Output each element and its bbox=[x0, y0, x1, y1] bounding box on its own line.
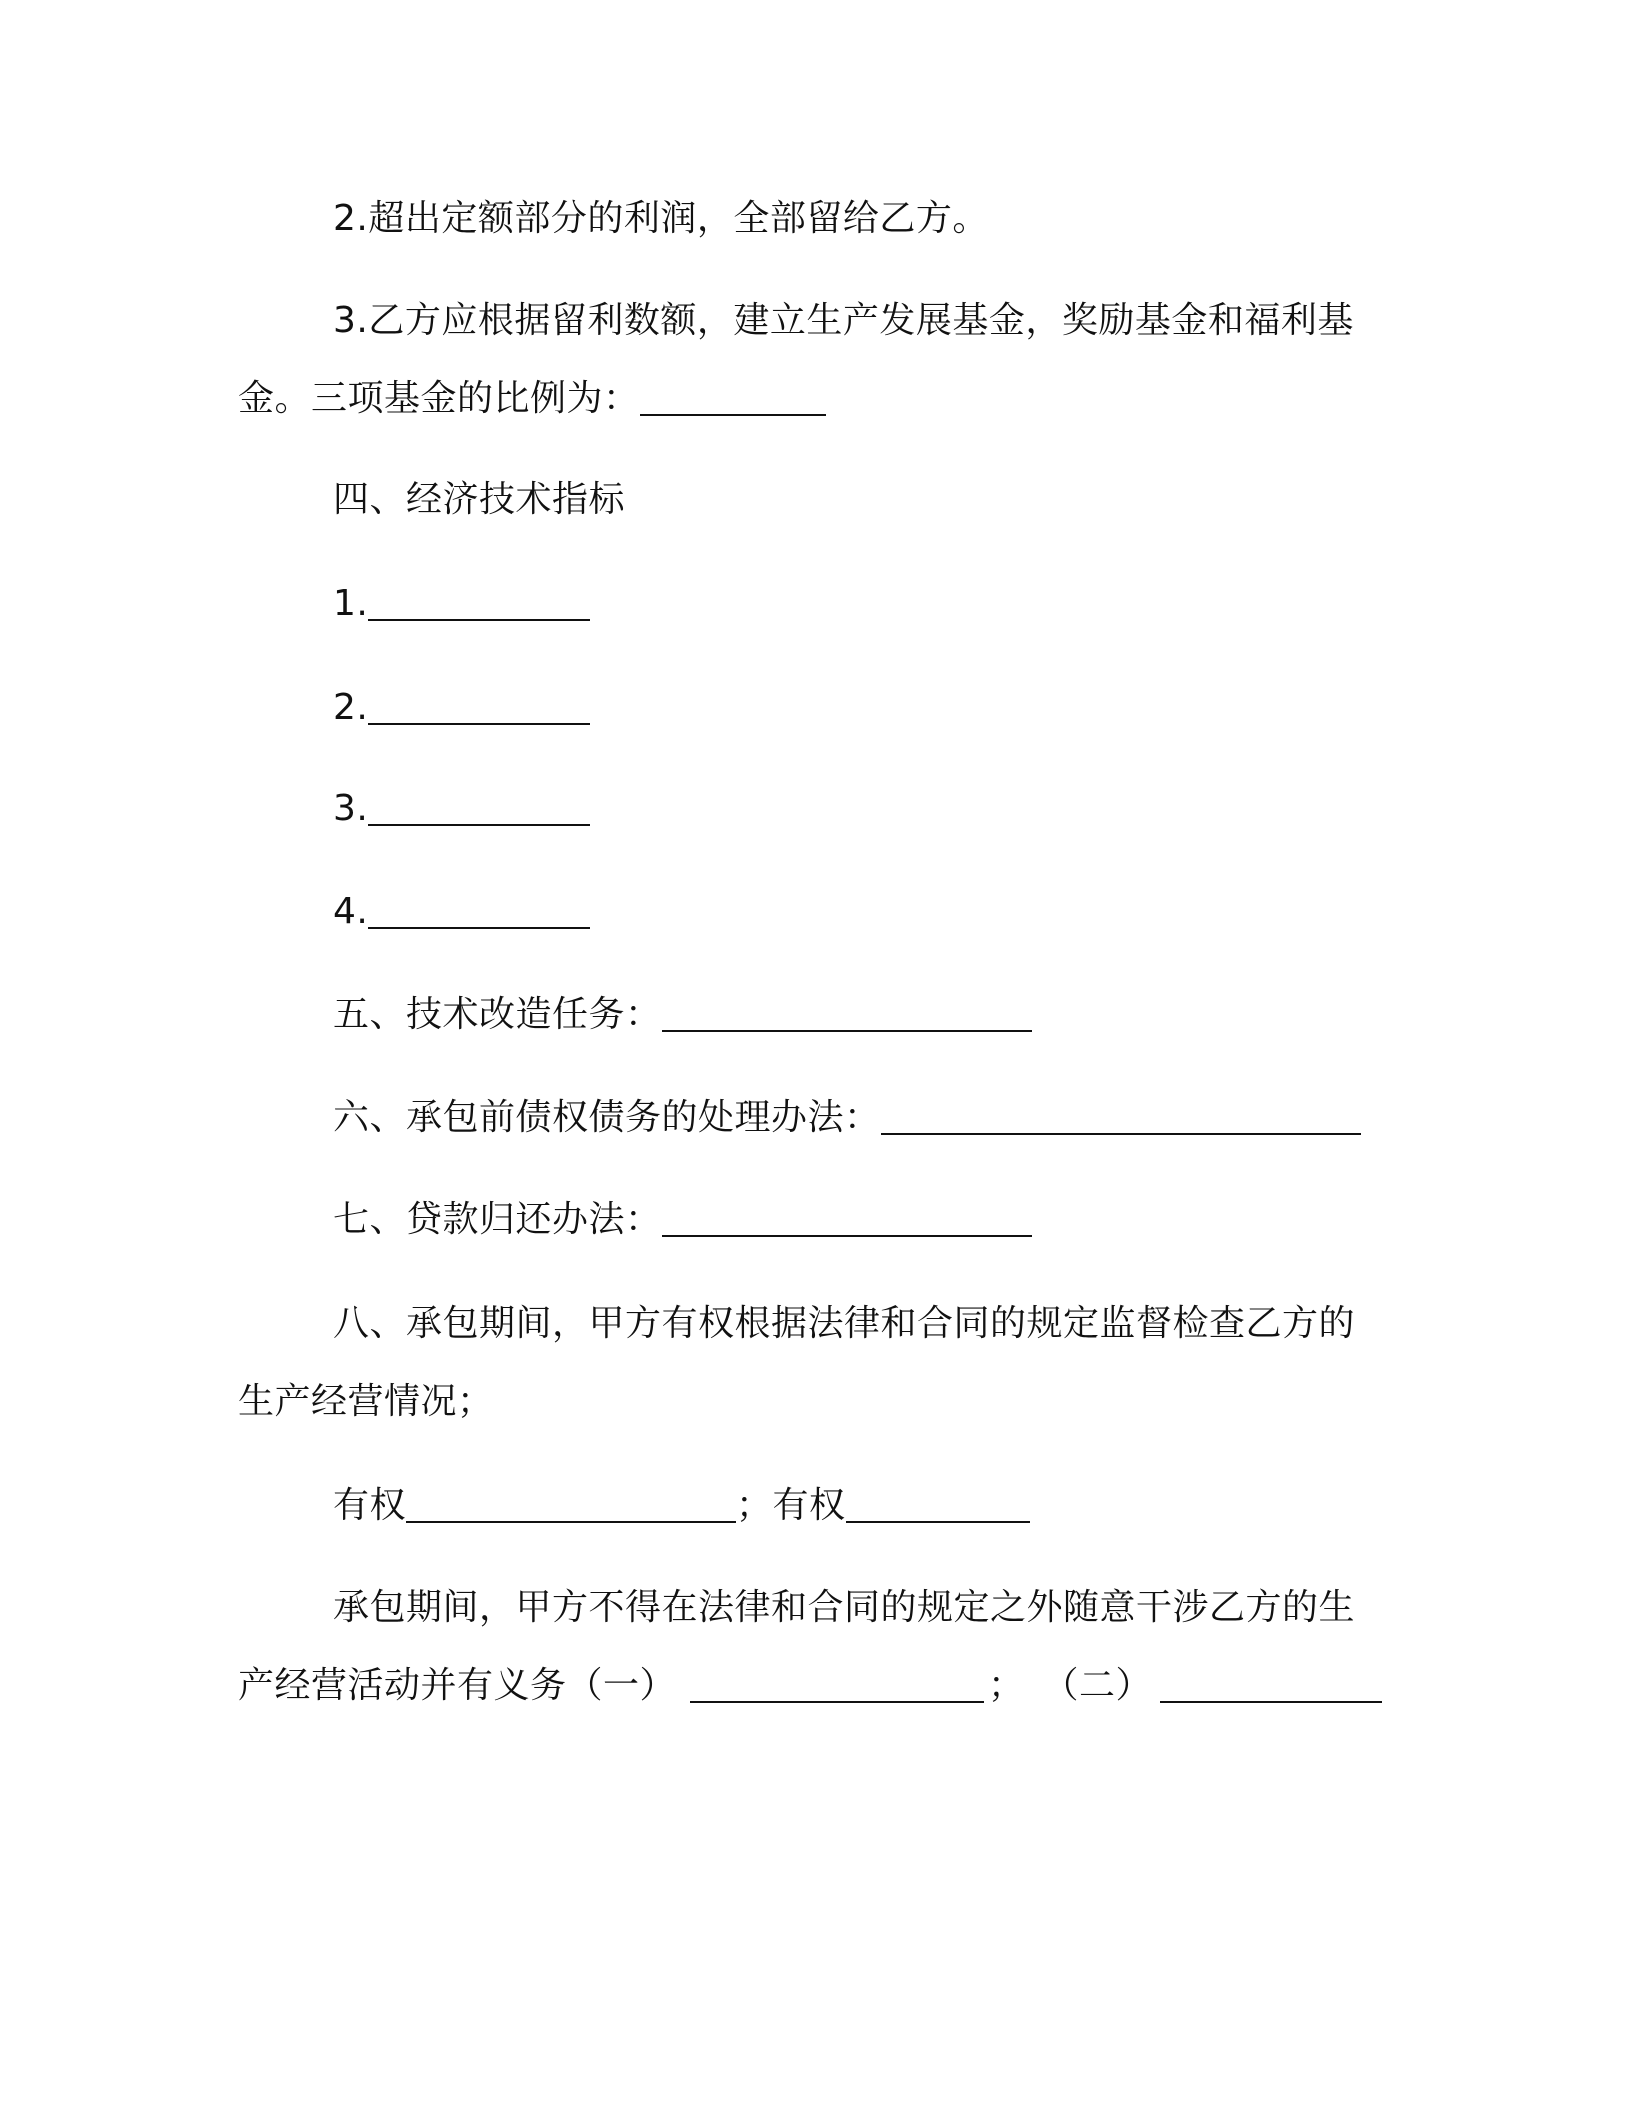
section-7 bbox=[333, 1198, 1032, 1242]
section-text: 八、承包期间，甲方有权根据法律和合同的规定监督检查乙方的 bbox=[333, 1303, 1356, 1344]
duty-line1 bbox=[333, 1586, 1355, 1630]
paragraph-profit-excess bbox=[333, 197, 989, 241]
indicator-item bbox=[333, 890, 590, 934]
paragraph-text: 3.乙方应根据留利数额，建立生产发展基金，奖励基金和福利基 bbox=[333, 300, 1354, 341]
fill-blank-debt-handling[interactable] bbox=[881, 1097, 1361, 1135]
paragraph-fund-line2 bbox=[238, 377, 826, 421]
item-number: 1. bbox=[333, 583, 369, 624]
item-number: 3. bbox=[333, 788, 369, 829]
section-text: 六、承包前债权债务的处理办法： bbox=[333, 1097, 881, 1138]
section-4-heading bbox=[333, 478, 625, 522]
paragraph-text: 2.超出定额部分的利润，全部留给乙方。 bbox=[333, 198, 989, 239]
section-text: 生产经营情况； bbox=[238, 1381, 494, 1422]
duty-second-label: （二） bbox=[1042, 1665, 1153, 1706]
section-text: 七、贷款归还办法： bbox=[333, 1199, 662, 1240]
indicator-item bbox=[333, 787, 590, 831]
section-8-line2 bbox=[238, 1380, 494, 1424]
duty-line2 bbox=[238, 1664, 1382, 1708]
fill-blank-indicator-1[interactable] bbox=[368, 583, 590, 621]
fill-blank-loan-repayment[interactable] bbox=[662, 1199, 1032, 1237]
paragraph-text: 金。三项基金的比例为： bbox=[238, 378, 640, 419]
fill-blank-indicator-3[interactable] bbox=[368, 788, 590, 826]
item-number: 2. bbox=[333, 687, 369, 728]
paragraph-fund-line1 bbox=[333, 299, 1354, 343]
fill-blank-fund-ratio[interactable] bbox=[640, 378, 826, 416]
section-5 bbox=[333, 993, 1032, 1037]
fill-blank-tech-renovation[interactable] bbox=[662, 994, 1032, 1032]
fill-blank-duty-2[interactable] bbox=[1160, 1665, 1382, 1703]
section-text: 五、技术改造任务： bbox=[333, 994, 662, 1035]
duty-prefix: 产经营活动并有义务（一） bbox=[238, 1665, 677, 1706]
indicator-item bbox=[333, 686, 590, 730]
fill-blank-indicator-4[interactable] bbox=[368, 891, 590, 929]
item-number: 4. bbox=[333, 891, 369, 932]
fill-blank-right-2[interactable] bbox=[846, 1485, 1030, 1523]
fill-blank-right-1[interactable] bbox=[406, 1485, 736, 1523]
rights-separator: ；有权 bbox=[736, 1485, 846, 1526]
paragraph-text: 承包期间，甲方不得在法律和合同的规定之外随意干涉乙方的生 bbox=[333, 1587, 1356, 1628]
indicator-item bbox=[333, 582, 590, 626]
duty-separator: ； bbox=[988, 1665, 1025, 1706]
fill-blank-duty-1[interactable] bbox=[690, 1665, 984, 1703]
section-6 bbox=[333, 1096, 1361, 1140]
heading-text: 四、经济技术指标 bbox=[333, 479, 626, 520]
rights-line bbox=[333, 1484, 1030, 1528]
section-8-line1 bbox=[333, 1302, 1355, 1346]
rights-label: 有权 bbox=[333, 1485, 407, 1526]
fill-blank-indicator-2[interactable] bbox=[368, 687, 590, 725]
